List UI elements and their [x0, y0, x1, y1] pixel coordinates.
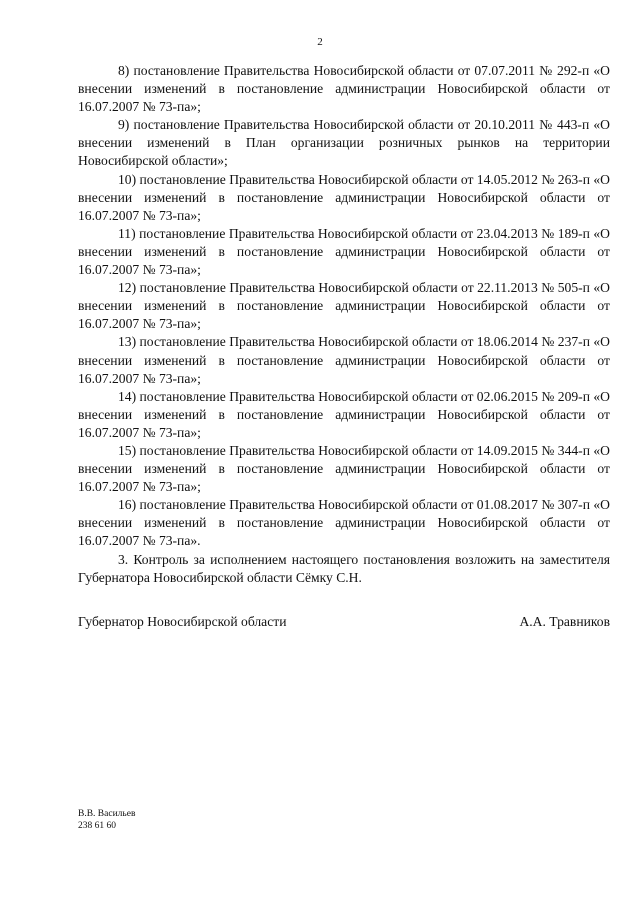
list-item: 9) постановление Правительства Новосибирской области от 20.10.2011 № 443-п «О внесении изменений в План организации розничных рынков на территории Новосибирской области»;	[78, 117, 610, 169]
executor-phone: 238 61 60	[78, 821, 116, 831]
signatory-position: Губернатор Новосибирской области	[78, 614, 287, 629]
list-item: 13) постановление Правительства Новосибирской области от 18.06.2014 № 237-п «О внесении изменений в постановление администрации Новосибирской области от 16.07.2007 № 73-па»;	[78, 334, 610, 386]
executor-contact	[78, 808, 135, 832]
signatory-name: А.А. Травников	[519, 614, 610, 629]
list-item: 10) постановление Правительства Новосибирской области от 14.05.2012 № 263-п «О внесении изменений в постановление администрации Новосибирской области от 16.07.2007 № 73-па»;	[78, 171, 610, 223]
list-item: 16) постановление Правительства Новосибирской области от 01.08.2017 № 307-п «О внесении изменений в постановление администрации Новосибирской области от 16.07.2007 № 73-па».	[78, 497, 610, 549]
executor-name: В.В. Васильев	[78, 809, 136, 819]
control-clause: 3. Контроль за исполнением настоящего постановления возложить на заместителя Губернатора Новосибирской области Сёмку С.Н.	[78, 551, 610, 585]
list-item: 8) постановление Правительства Новосибирской области от 07.07.2011 № 292-п «О внесении изменений в постановление администрации Новосибирской области от 16.07.2007 № 73-па»;	[78, 63, 610, 115]
list-item: 14) постановление Правительства Новосибирской области от 02.06.2015 № 209-п «О внесении изменений в постановление администрации Новосибирской области от 16.07.2007 № 73-па»;	[78, 388, 610, 440]
list-item: 15) постановление Правительства Новосибирской области от 14.09.2015 № 344-п «О внесении изменений в постановление администрации Новосибирской области от 16.07.2007 № 73-па»;	[78, 442, 610, 495]
page-number: 2	[317, 36, 323, 48]
document-body	[78, 62, 610, 587]
list-item: 12) постановление Правительства Новосибирской области от 22.11.2013 № 505-п «О внесении изменений в постановление администрации Новосибирской области от 16.07.2007 № 73-па»;	[78, 280, 610, 332]
list-item: 11) постановление Правительства Новосибирской области от 23.04.2013 № 189-п «О внесении изменений в постановление администрации Новосибирской области от 16.07.2007 № 73-па»;	[78, 225, 610, 278]
